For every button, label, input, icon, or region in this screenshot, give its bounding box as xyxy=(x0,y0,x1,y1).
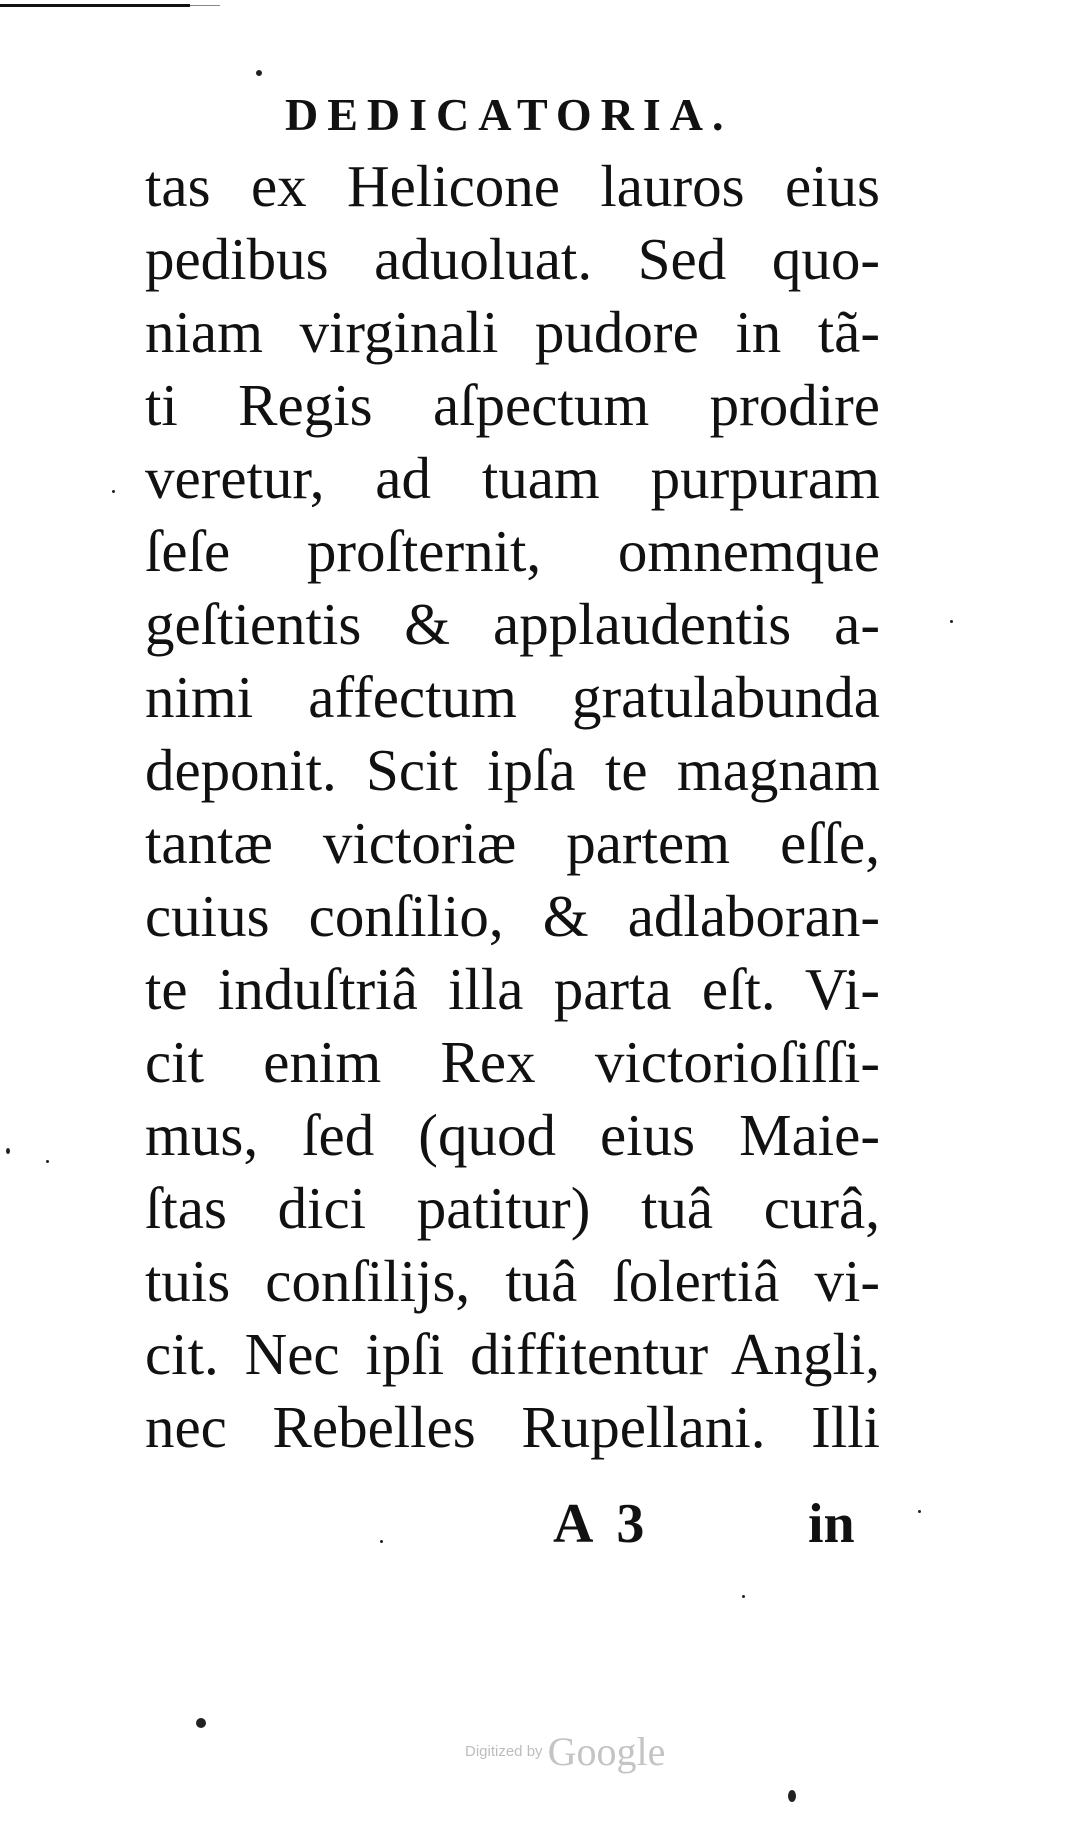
text-line: geſtientis & applaudentis a- xyxy=(145,591,880,657)
body-text xyxy=(145,150,880,1464)
text-line: tas ex Helicone lauros eius xyxy=(145,153,880,219)
catchword: in xyxy=(808,1493,855,1555)
ink-speck xyxy=(788,1790,796,1802)
ink-speck xyxy=(918,1510,921,1513)
signature-mark: A 3 xyxy=(553,1493,651,1555)
ink-speck xyxy=(950,620,953,623)
text-line: tantæ victoriæ partem eſſe, xyxy=(145,810,880,876)
text-line: niam virginali pudore in tã- xyxy=(145,299,880,365)
ink-speck xyxy=(380,1540,383,1543)
text-line: te induſtriâ illa parta eſt. Vi- xyxy=(145,956,880,1022)
text-line: nimi affectum gratulabunda xyxy=(145,664,880,730)
text-line: ti Regis aſpectum prodire xyxy=(145,372,880,438)
text-line: cuius conſilio, & adlaboran- xyxy=(145,883,880,949)
text-line: cit. Nec ipſi diffitentur Angli, xyxy=(145,1321,880,1387)
text-line: deponit. Scit ipſa te magnam xyxy=(145,737,880,803)
google-logo: Google xyxy=(547,1729,666,1774)
top-rule-fade xyxy=(190,5,220,6)
ink-speck xyxy=(196,1718,206,1728)
text-line: pedibus aduoluat. Sed quo- xyxy=(145,226,880,292)
text-line: veretur, ad tuam purpuram xyxy=(145,445,880,511)
ink-speck xyxy=(256,70,262,76)
digitization-watermark xyxy=(465,1728,665,1775)
text-line: nec Rebelles Rupellani. Illi xyxy=(145,1394,880,1460)
watermark-prefix: Digitized by xyxy=(465,1743,543,1760)
text-line: ſeſe proſternit, omnemque xyxy=(145,518,880,584)
top-rule xyxy=(0,4,190,7)
text-line: ſtas dici patitur) tuâ curâ, xyxy=(145,1175,880,1241)
running-title: DEDICATORIA. xyxy=(285,89,733,140)
text-line: cit enim Rex victorioſiſſi- xyxy=(145,1029,880,1095)
ink-speck xyxy=(112,490,115,493)
ink-speck xyxy=(742,1595,745,1598)
ink-speck xyxy=(46,1160,49,1163)
ink-speck xyxy=(6,1148,10,1154)
text-line: tuis conſilijs, tuâ ſolertiâ vi- xyxy=(145,1248,880,1314)
text-line: mus, ſed (quod eius Maie- xyxy=(145,1102,880,1168)
